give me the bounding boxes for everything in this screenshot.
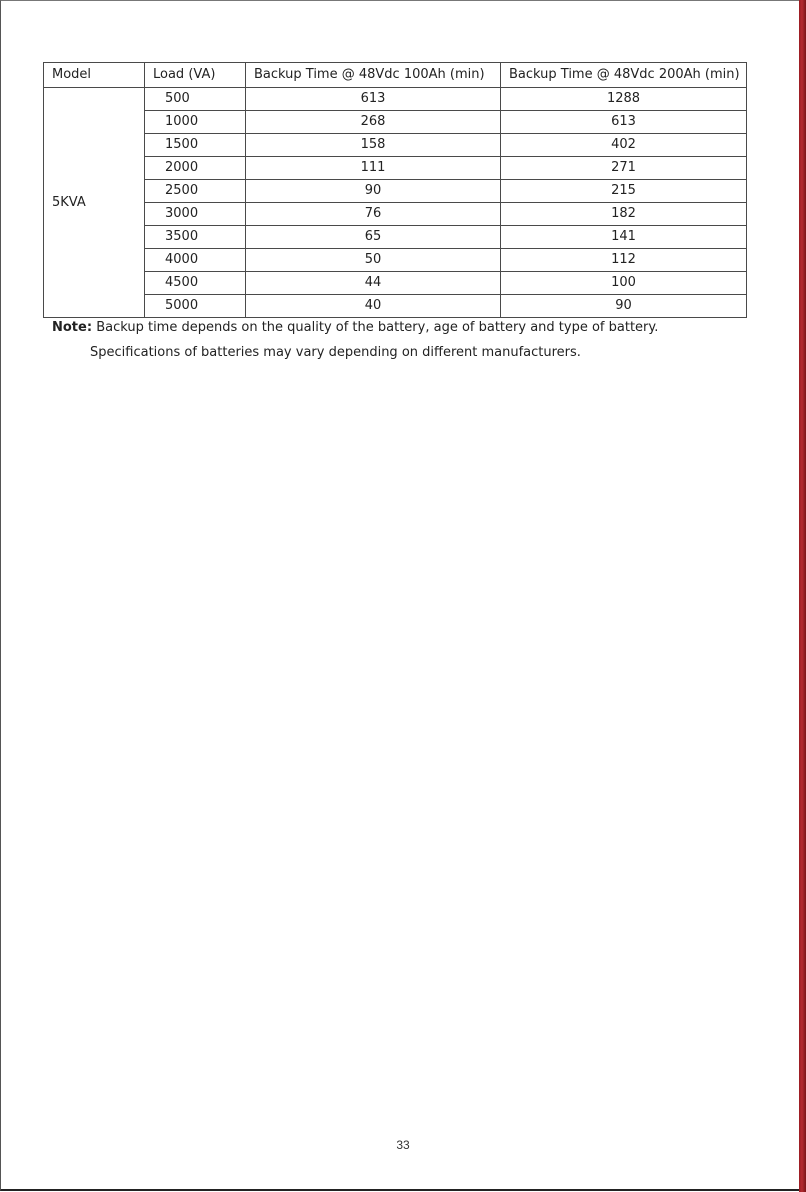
load-cell: 3000 (145, 203, 246, 226)
note-line-1: Backup time depends on the quality of the battery, age of battery and type of battery. (96, 320, 659, 335)
header-model: Model (44, 63, 145, 88)
load-cell: 3500 (145, 226, 246, 249)
load-cell: 4500 (145, 272, 246, 295)
table-row (44, 111, 747, 134)
table-row (44, 226, 747, 249)
backup-100ah-cell: 90 (246, 180, 501, 203)
load-cell: 4000 (145, 249, 246, 272)
backup-100ah-cell: 111 (246, 157, 501, 180)
page-number: 33 (396, 1138, 410, 1152)
header-backup-200ah: Backup Time @ 48Vdc 200Ah (min) (501, 63, 747, 88)
backup-200ah-cell: 271 (501, 157, 747, 180)
note-paragraph (52, 320, 658, 336)
table-header-row (44, 63, 747, 88)
note-label: Note: (52, 320, 93, 335)
table-row (44, 134, 747, 157)
backup-100ah-cell: 268 (246, 111, 501, 134)
table-row (44, 180, 747, 203)
backup-200ah-cell: 215 (501, 180, 747, 203)
backup-100ah-cell: 65 (246, 226, 501, 249)
load-cell: 500 (145, 88, 246, 111)
backup-200ah-cell: 90 (501, 295, 747, 318)
backup-100ah-cell: 50 (246, 249, 501, 272)
backup-100ah-cell: 158 (246, 134, 501, 157)
table-row (44, 157, 747, 180)
backup-200ah-cell: 112 (501, 249, 747, 272)
backup-100ah-cell: 76 (246, 203, 501, 226)
table-row (44, 249, 747, 272)
header-backup-100ah: Backup Time @ 48Vdc 100Ah (min) (246, 63, 501, 88)
model-cell: 5KVA (44, 88, 145, 318)
backup-time-table (43, 62, 747, 318)
backup-200ah-cell: 613 (501, 111, 747, 134)
backup-200ah-cell: 182 (501, 203, 747, 226)
note-line-2: Specifications of batteries may vary depending on different manufacturers. (90, 345, 581, 360)
backup-200ah-cell: 402 (501, 134, 747, 157)
backup-100ah-cell: 44 (246, 272, 501, 295)
load-cell: 1000 (145, 111, 246, 134)
load-cell: 2500 (145, 180, 246, 203)
table-row (44, 272, 747, 295)
backup-200ah-cell: 1288 (501, 88, 747, 111)
table-row (44, 295, 747, 318)
backup-100ah-cell: 613 (246, 88, 501, 111)
page-edge-strip (799, 0, 806, 1192)
load-cell: 5000 (145, 295, 246, 318)
table-row (44, 203, 747, 226)
load-cell: 2000 (145, 157, 246, 180)
backup-200ah-cell: 100 (501, 272, 747, 295)
header-load: Load (VA) (145, 63, 246, 88)
backup-100ah-cell: 40 (246, 295, 501, 318)
load-cell: 1500 (145, 134, 246, 157)
backup-200ah-cell: 141 (501, 226, 747, 249)
table-row (44, 88, 747, 111)
